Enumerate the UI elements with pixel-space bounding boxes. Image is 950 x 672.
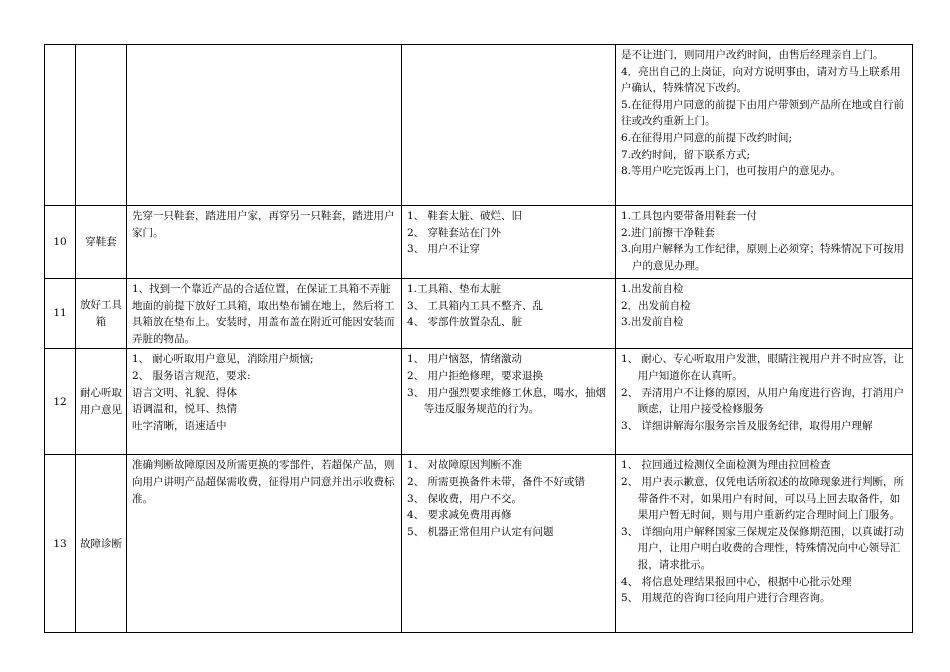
solution-line: 1、 耐心、专心听取用户发泄，眼睛注视用户并不时应答，让用户知道你在认真听。: [621, 353, 905, 382]
problem-line: 1.工具箱、垫布太脏: [407, 283, 502, 295]
standard-line: 1、 耐心听取用户意见，消除用户烦恼;: [132, 353, 314, 366]
problem-line: 4、 零部件放置杂乱、脏: [407, 316, 523, 329]
standard-cell: [127, 455, 402, 633]
table-row: [45, 45, 913, 206]
problem-line: 1、 用户恼怒，情绪激动: [407, 353, 523, 366]
row-number: 12: [45, 349, 76, 455]
row-number: 11: [45, 279, 76, 349]
table-row: [45, 206, 913, 279]
solution-line: 3、 详细讲解海尔服务宗旨及服务纪律，取得用户理解: [621, 419, 873, 432]
solution-line: 是不让进门，则同用户改约时间，由售后经理亲自上门。: [621, 49, 884, 61]
solution-line: 6.在征得用户同意的前提下改约时间;: [621, 131, 793, 144]
solution-line: 2.进门前擦干净鞋套: [621, 226, 716, 239]
table-row: [45, 349, 913, 455]
problem-line: 1、 鞋套太脏、破烂、旧: [407, 210, 523, 222]
solution-line: 2、 弄清用户不让修的原因，从用户角度进行咨询，打消用户顾虑，让用户接受检修服务: [621, 386, 905, 416]
problem-line: 3、 用户不让穿: [407, 243, 481, 256]
solution-line: 8.等用户吃完饭再上门，也可按用户的意见办。: [621, 165, 842, 178]
solution-line: 5、 用规范的咨询口径向用户进行合理咨询。: [621, 592, 831, 605]
standard-line: 1、找到一个靠近产品的合适位置，在保证工具箱不弄脏地面的前提下放好工具箱，取出垫布铺在地上，然后将工具箱放在垫布上。安装时，用盖布盖在附近可能因安装而弄脏的物品。: [132, 283, 395, 345]
solution-line: 2、 用户表示歉意，仅凭电话所叙述的故障现象进行判断，所带备件不对，如果用户有时间，可以马上回去取备件，如果用户暂无时间，则与用户重新约定合理时间上门服务。: [621, 475, 905, 522]
problems-cell: [402, 455, 616, 633]
problems-cell: [402, 349, 616, 455]
problems-cell: [402, 206, 616, 279]
solutions-cell: [616, 455, 913, 633]
row-number: [45, 45, 76, 206]
problem-line: 3、 用户强烈要求维修工休息，喝水，抽烟等违反服务规范的行为。: [407, 386, 607, 416]
standard-line: 先穿一只鞋套，踏进用户家，再穿另一只鞋套，踏进用户家门。: [132, 210, 395, 239]
problem-line: 1、 对故障原因判断不准: [407, 459, 523, 472]
solutions-cell: [616, 349, 913, 455]
standard-cell: [127, 279, 402, 349]
solution-line: 1.工具包内要带备用鞋套一付: [621, 210, 758, 222]
problem-line: 3、 保收费，用户不交。: [407, 492, 523, 505]
step-name: 故障诊断: [76, 455, 127, 633]
standard-line: 语调温和，悦耳、热情: [132, 403, 237, 416]
solution-line: 3.向用户解释为工作纪律，原则上必须穿；特殊情况下可按用户的意见办理。: [621, 243, 905, 272]
solution-line: 5.在征得用户同意的前提下由用户带领到产品所在地或自行前往或改约重新上门。: [621, 98, 905, 128]
solution-line: 3.出发前自检: [621, 316, 684, 329]
standard-cell: [127, 206, 402, 279]
table-row: [45, 279, 913, 349]
problem-line: 2、 用户拒绝修理，要求退换: [407, 369, 544, 382]
problems-cell: [402, 45, 616, 206]
standard-cell: [127, 349, 402, 455]
standard-line: 准确判断故障原因及所需更换的零部件，若超保产品，则向用户讲明产品超保需收费，征得用户同意并出示收费标准。: [132, 459, 395, 505]
step-name: 穿鞋套: [76, 206, 127, 279]
problem-line: 3、 工具箱内工具不整齐、乱: [407, 299, 544, 312]
solution-line: 7.改约时间，留下联系方式;: [621, 148, 751, 161]
solutions-cell: [616, 279, 913, 349]
problem-line: 5、 机器正常但用户认定有问题: [407, 525, 554, 538]
standard-line: 2、 服务语言规范，要求:: [132, 369, 251, 382]
step-name: 耐心听取用户意见: [76, 349, 127, 455]
standard-line: 吐字清晰，语速适中: [132, 419, 227, 432]
table-row: [45, 455, 913, 633]
solution-line: 2．出发前自检: [621, 299, 691, 312]
solution-line: 1.出发前自检: [621, 283, 684, 295]
problem-line: 2、 所需更换备件未带，备件不好或错: [407, 475, 586, 488]
problems-cell: [402, 279, 616, 349]
standard-cell: [127, 45, 402, 206]
standard-line: 语言文明、礼貌、得体: [132, 386, 237, 399]
problem-line: 4、 要求减免费用再修: [407, 509, 512, 522]
solution-line: 3、 详细向用户解释国家三保规定及保修期范围，以真诚打动用户，让用户明白收费的合理性，特殊情况向中心领导汇报，请求批示。: [621, 525, 905, 571]
solution-line: 1、 拉回通过检测仪全面检测为理由拉回检查: [621, 459, 831, 472]
row-number: 13: [45, 455, 76, 633]
row-number: 10: [45, 206, 76, 279]
solutions-cell: [616, 45, 913, 206]
service-procedure-table: [44, 44, 913, 633]
solution-line: 4．亮出自己的上岗证，向对方说明事由，请对方马上联系用户确认，特殊情况下改约。: [621, 65, 901, 95]
step-name: 放好工具箱: [76, 279, 127, 349]
solutions-cell: [616, 206, 913, 279]
problem-line: 2、 穿鞋套站在门外: [407, 226, 502, 239]
solution-line: 4、 将信息处理结果报回中心，根据中心批示处理: [621, 575, 852, 588]
step-name: [76, 45, 127, 206]
